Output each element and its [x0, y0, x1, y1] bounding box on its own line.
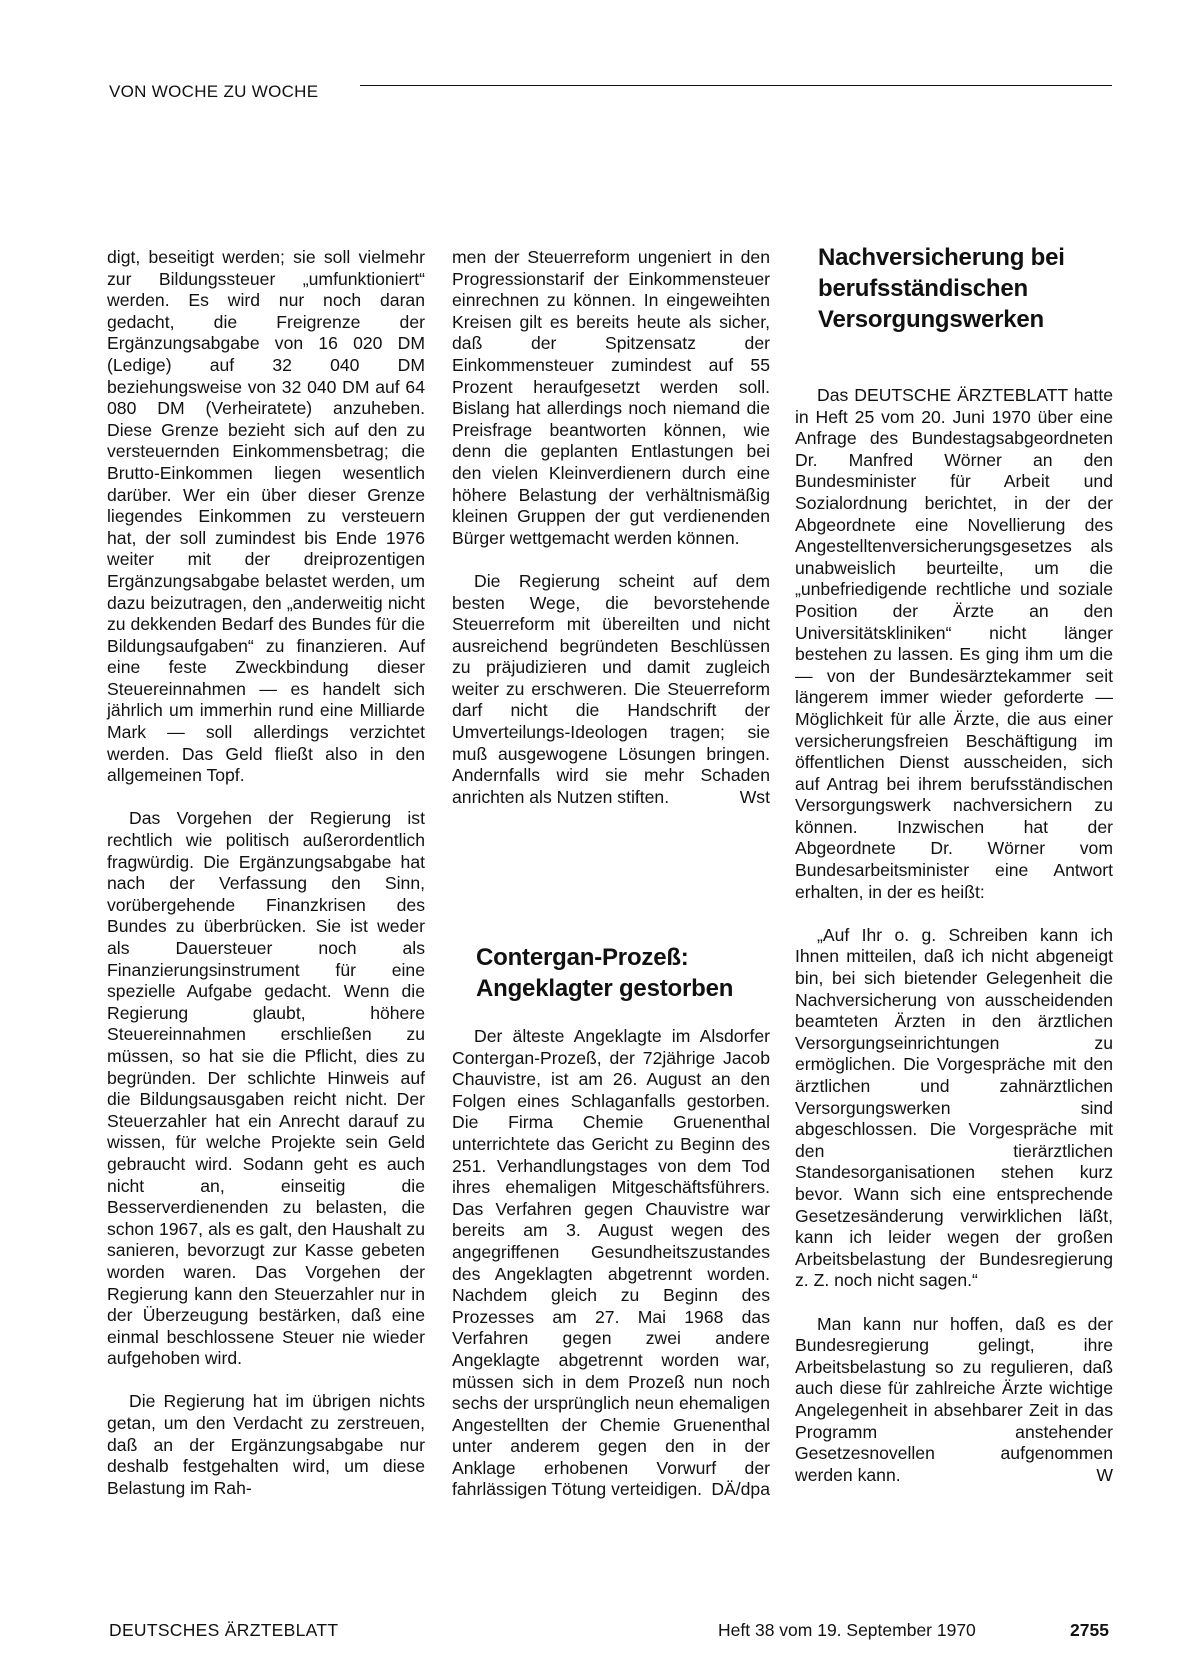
paragraph — [795, 1314, 1113, 1487]
quote-paragraph: „Auf Ihr o. g. Schreiben kann ich Ihnen mitteilen, daß ich nicht abgeneigt bin, bei sich bietender Gelegenheit die Nachversicherung von ausscheidenden beamteten Ärzten in den ärztlichen Versorgungseinrichtungen zu ermöglichen. Die Vorgespräche mit den ärztlichen und zahnärztlichen Versorgungswerken sind abgeschlossen. Die Vorgespräche mit den tierärztlichen Standesorganisationen stehen kurz bevor. Wann sich eine entsprechende Gesetzesänderung verwirklichen läßt, kann ich leider wegen der großen Arbeitsbelastung der Bundesregierung z. Z. noch nicht sagen.“ — [795, 924, 1113, 1291]
article-contergan-body — [452, 1026, 770, 1501]
paragraph: Das DEUTSCHE ÄRZTEBLATT hatte in Heft 25 vom 20. Juni 1970 über eine Anfrage des Bundestagsabgeordneten Dr. Manfred Wörner an den Bundesminister für Arbeit und Sozialordnung berichtet, in der der Abgeordnete eine Novellierung des Angestelltenversicherungsgesetzes als unabweislich beurteilte, um die „unbefriedigende rechtliche und soziale Position der Ärzte an den Universitätskliniken“ nicht länger bestehen zu lassen. Es ging ihm um die — von der Bundesärztekammer seit längerem immer wieder geforderte — Möglichkeit für alle Ärzte, die aus einer versicherungsfreien Beschäftigung im öffentlichen Dienst ausscheiden, sich auf Antrag bei ihrem berufsständischen Versorgungswerk nachversichern zu können. Inzwischen hat der Abgeordnete Dr. Wörner vom Bundesarbeitsminister eine Antwort erhalten, in der es heißt: — [795, 385, 1113, 902]
paragraph: Die Regierung hat im übrigen nichts getan, um den Verdacht zu zerstreuen, daß an der Ergänzungsabgabe nur deshalb festgehalten wird, um diese Belastung im Rah- — [107, 1391, 425, 1498]
paragraph: Das Vorgehen der Regierung ist rechtlich wie politisch außerordentlich fragwürdig. Die Ergänzungsabgabe hat nach der Verfassung den Sinn, vorübergehende Finanzkrisen des Bundes zu überbrücken. Sie ist weder als Dauersteuer noch als Finanzierungsinstrument für eine spezielle Aufgabe gedacht. Wenn die Regierung glaubt, höhere Steuereinnahmen erschließen zu müssen, so hat sie die Pflicht, dies zu begründen. Der schlichte Hinweis auf die Bildungsausgaben reicht nicht. Der Steuerzahler hat ein Anrecht darauf zu wissen, für welche Projekte sein Geld gebraucht wird. Sodann geht es auch nicht an, einseitig die Besserverdienenden zu belasten, die schon 1967, als es galt, den Haushalt zu sanieren, bevorzugt zur Kasse gebeten worden waren. Das Vorgehen der Regierung kann den Steuerzahler nur in der Überzeugung bestärken, daß eine einmal beschlossene Steuer nie wieder aufgehoben wird. — [107, 808, 425, 1369]
article-column-1 — [107, 247, 425, 1499]
footer-issue: Heft 38 vom 19. September 1970 — [718, 1620, 976, 1640]
paragraph — [452, 571, 770, 809]
paragraph-text: Man kann nur hoffen, daß es der Bundesregierung gelingt, ihre Arbeitsbelastung so zu regulieren, daß auch diese für zahlreiche Ärzte wichtige Angelegenheit in absehbarer Zeit in das Programm anstehender Gesetzesnovellen aufgenommen werden kann. — [795, 1313, 1113, 1485]
paragraph: digt, beseitigt werden; sie soll vielmehr zur Bildungssteuer „umfunktioniert“ werden. Es wird nur noch daran gedacht, die Freigrenze der Ergänzungsabgabe von 16 020 DM (Ledige) auf 32 040 DM beziehungsweise von 32 040 DM auf 64 080 DM (Verheiratete) anzuheben. Diese Grenze bezieht sich auf den zu versteuernden Einkommensbetrag; die Brutto-Einkommen liegen wesentlich darüber. Wer ein über dieser Grenze liegendes Einkommen zu versteuern hat, der soll zumindest bis Ende 1976 weiter mit der dreiprozentigen Ergänzungsabgabe belastet werden, um dazu beizutragen, den „anderweitig nicht zu dekkenden Bedarf des Bundes für die Bildungsaufgaben“ zu finanzieren. Auf eine feste Zweckbindung dieser Steuereinnahmen — es handelt sich jährlich um immerhin rund eine Milliarde Mark — soll allerdings verzichtet werden. Das Geld fließt also in den allgemeinen Topf. — [107, 247, 425, 786]
author-signature: Wst — [739, 786, 770, 807]
article-headline-contergan: Contergan-Prozeß: Angeklagter gestorben — [476, 944, 734, 1002]
paragraph: men der Steuerreform ungeniert in den Progressionstarif der Einkommensteuer einrechnen zu können. In eingeweihten Kreisen gilt es bereits heute als sicher, daß der Spitzensatz der Einkommensteuer zumindest auf 55 Prozent heraufgesetzt werden soll. Bislang hat allerdings noch niemand die Preisfrage beantworten können, wie denn die geplanten Entlastungen bei den vielen Kleinverdienern durch eine höhere Belastung der verhältnismäßig kleinen Gruppen der gut verdienenden Bürger wettgemacht werden können. — [452, 247, 770, 548]
article-headline-nachversicherung: Nachversicherung bei berufsständischen Versorgungswerken — [818, 244, 1065, 333]
article-nachversicherung-body — [795, 385, 1113, 1486]
paragraph-text: Der älteste Angeklagte im Alsdorfer Contergan-Prozeß, der 72jährige Jacob Chauvistre, ist am 26. August an den Folgen eines Schlaganfalls gestorben. Die Firma Chemie Gruenenthal unterrichtete das Gericht zu Beginn des 251. Verhandlungstages von dem Tod ihres ehemaligen Mitgeschäftsführers. Das Verfahren gegen Chauvistre war bereits am 3. August wegen des angegriffenen Gesundheitszustandes des Angeklagten abgetrennt worden. Nachdem gleich zu Beginn des Prozesses am 27. Mai 1968 das Verfahren gegen zwei andere Angeklagte abgetrennt worden war, müssen sich in dem Prozeß nun noch sechs der ursprünglich neun ehemaligen Angestellten der Chemie Gruenenthal unter anderem gegen den in der Anklage erhobenen Vorwurf der fahrlässigen Tötung verteidigen. — [452, 1026, 770, 1500]
author-signature: DÄ/dpa — [711, 1479, 770, 1500]
paragraph — [452, 1026, 770, 1501]
author-signature: W — [1096, 1464, 1113, 1485]
paragraph-text: Die Regierung scheint auf dem besten Wege, die bevorstehende Steuerreform mit übereilten und nicht ausreichend begründeten Beschlüssen zu präjudizieren und damit zugleich weiter zu erschweren. Die Steuerreform darf nicht die Handschrift der Umverteilungs-Ideologen tragen; sie muß ausgewogene Lösungen bringen. Andernfalls wird sie mehr Schaden anrichten als Nutzen stiften. — [452, 570, 770, 807]
header-rule — [360, 85, 1112, 86]
section-header: VON WOCHE ZU WOCHE — [109, 82, 319, 101]
article-column-2 — [452, 247, 770, 808]
page-number: 2755 — [1070, 1620, 1109, 1640]
footer-journal: DEUTSCHES ÄRZTEBLATT — [109, 1620, 339, 1640]
